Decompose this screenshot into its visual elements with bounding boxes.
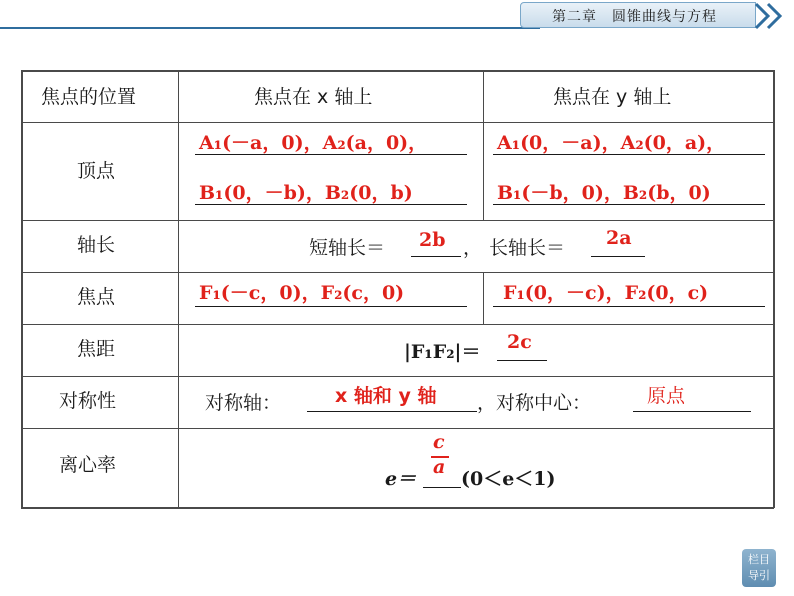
long-axis-prefix: 长轴长＝ — [489, 237, 566, 259]
eccentricity-prefix: e＝ — [385, 468, 417, 490]
row-label-eccentricity: 离心率 — [59, 454, 117, 476]
long-axis-answer: 2a — [606, 227, 632, 249]
fraction-denominator: a — [433, 456, 446, 478]
short-axis-answer: 2b — [419, 229, 446, 251]
symmetry-center-prefix: ，对称中心： — [477, 392, 592, 414]
focus-x-answer: F₁(－c，0)，F₂(c，0) — [199, 282, 405, 304]
chevron-right-icon — [752, 1, 792, 31]
section-nav-button[interactable] — [742, 549, 776, 587]
focal-distance-prefix: |F₁F₂|＝ — [404, 341, 481, 363]
row-label-vertex: 顶点 — [77, 160, 116, 182]
col-header-position: 焦点的位置 — [41, 86, 137, 108]
row-label-symmetry: 对称性 — [59, 390, 117, 412]
vertex-x-line2: B₁(0，－b)，B₂(0，b) — [199, 182, 413, 204]
symmetry-center-answer: 原点 — [647, 385, 686, 407]
header-rule — [0, 27, 540, 29]
short-axis-prefix: 短轴长＝ — [309, 237, 386, 259]
vertex-y-line2: B₁(－b，0)，B₂(b，0) — [497, 182, 711, 204]
ellipse-properties-table — [21, 70, 774, 508]
vertex-y-line1: A₁(0，－a)，A₂(0，a)， — [497, 132, 726, 154]
axis-separator: ， — [463, 237, 483, 259]
focus-y-answer: F₁(0，－c)，F₂(0，c) — [503, 282, 709, 304]
eccentricity-range: (0＜e＜1) — [461, 468, 556, 490]
chapter-title: 第二章 圆锥曲线与方程 — [552, 9, 717, 25]
fraction-numerator: c — [433, 431, 445, 453]
row-label-focal-distance: 焦距 — [77, 338, 116, 360]
vertex-x-line1: A₁(－a，0)，A₂(a，0)， — [199, 132, 428, 154]
symmetry-axis-prefix: 对称轴： — [205, 392, 282, 414]
focal-distance-answer: 2c — [507, 331, 532, 353]
symmetry-axis-answer: x 轴和 y 轴 — [335, 385, 437, 407]
nav-label-line1: 栏目 — [748, 553, 770, 566]
nav-label-line2: 导引 — [748, 569, 770, 582]
row-label-axis: 轴长 — [77, 234, 116, 256]
col-header-y-axis: 焦点在 y 轴上 — [553, 86, 672, 108]
row-label-focus: 焦点 — [77, 286, 116, 308]
col-header-x-axis: 焦点在 x 轴上 — [254, 86, 373, 108]
